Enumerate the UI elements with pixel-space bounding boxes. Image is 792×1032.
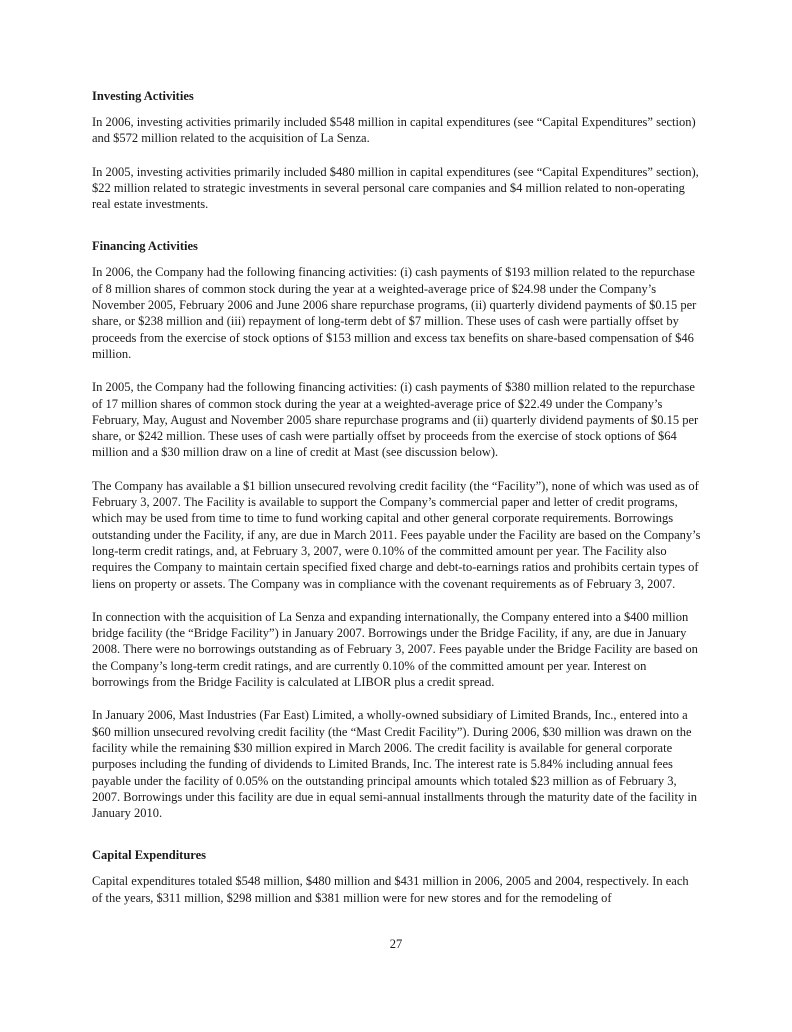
paragraph: In 2005, investing activities primarily included $480 million in capital expenditures (see “Capital Expenditures” section), $22 million related to strategic investments in several personal care companies and $4 million related to non-operating real estate investments. (92, 164, 699, 212)
section-spacer (92, 838, 702, 847)
paragraph: The Company has available a $1 billion unsecured revolving credit facility (the “Facility”), none of which was used as of February 3, 2007. The Facility is available to support the Company’s commercial paper and letter of credit programs, which may be used from time to time to fund working capital and other general corporate requirements. Borrowings outstanding under the Facility, if any, are due in March 2011. Fees payable under the Facility are based on the Company’s long-term credit ratings, and, at February 3, 2007, were 0.10% of the committed amount per year. The Facility also requires the Company to maintain certain specified fixed charge and debt-to-earnings ratios and prohibits certain types of liens on property or assets. The Company was in compliance with the covenant requirements as of February 3, 2007. (92, 478, 701, 591)
section-heading-financing: Financing Activities (92, 239, 198, 254)
investing-activities-section (92, 88, 702, 212)
paragraph: In 2006, the Company had the following financing activities: (i) cash payments of $193 million related to the repurchase of 8 million shares of common stock during the year at a weighted-average price of $24.98 under the Company’s November 2005, February 2006 and June 2006 share repurchase programs, (ii) quarterly dividend payments of $0.15 per share, or $238 million and (iii) repayment of long-term debt of $7 million. These uses of cash were partially offset by proceeds from the exercise of stock options of $153 million and excess tax benefits on share-based compensation of $46 million. (92, 265, 697, 361)
paragraph: In 2005, the Company had the following financing activities: (i) cash payments of $380 million related to the repurchase of 17 million shares of common stock during the year at a weighted-average price of $22.49 under the Company’s February, May, August and November 2005 share repurchase programs and (ii) quarterly dividend payments of $0.15 per share, or $242 million. These uses of cash were partially offset by proceeds from the exercise of stock options of $64 million and a $30 million draw on a line of credit at Mast (see discussion below). (92, 380, 699, 460)
section-spacer (92, 229, 702, 238)
paragraph: In January 2006, Mast Industries (Far East) Limited, a wholly-owned subsidiary of Limited Brands, Inc., entered into a $60 million unsecured revolving credit facility (the “Mast Credit Facility”). During 2006, $30 million was drawn on the facility while the remaining $30 million expired in March 2006. The credit facility is available for general corporate purposes including the funding of dividends to Limited Brands, Inc. The interest rate is 5.84% including annual fees payable under the facility of 0.05% on the outstanding principal amounts which totaled $23 million as of February 3, 2007. Borrowings under this facility are due in equal semi-annual installments through the maturity date of the facility in January 2010. (92, 708, 698, 821)
section-heading-investing: Investing Activities (92, 89, 194, 103)
capital-expenditures-section (92, 847, 702, 906)
financing-activities-section (92, 238, 702, 821)
document-body (92, 88, 702, 923)
paragraph: In connection with the acquisition of La Senza and expanding internationally, the Company entered into a $400 million bridge facility (the “Bridge Facility”) in January 2007. Borrowings under the Bridge Facility, if any, are due in January 2008. There were no borrowings outstanding as of February 3, 2007. Fees payable under the Bridge Facility are based on the Company’s long-term credit ratings, and are currently 0.10% of the committed amount per year. Interest on borrowings from the Bridge Facility is calculated at LIBOR plus a credit spread. (92, 609, 698, 690)
paragraph: Capital expenditures totaled $548 million, $480 million and $431 million in 2006, 2005 and 2004, respectively. In each of the years, $311 million, $298 million and $381 million were for new stores and for the remodeling of (92, 874, 689, 905)
paragraph: In 2006, investing activities primarily included $548 million in capital expenditures (see “Capital Expenditures” section) and $572 million related to the acquisition of La Senza. (92, 115, 696, 146)
page-number: 27 (389, 937, 403, 951)
section-heading-capital-expenditures: Capital Expenditures (92, 848, 207, 863)
